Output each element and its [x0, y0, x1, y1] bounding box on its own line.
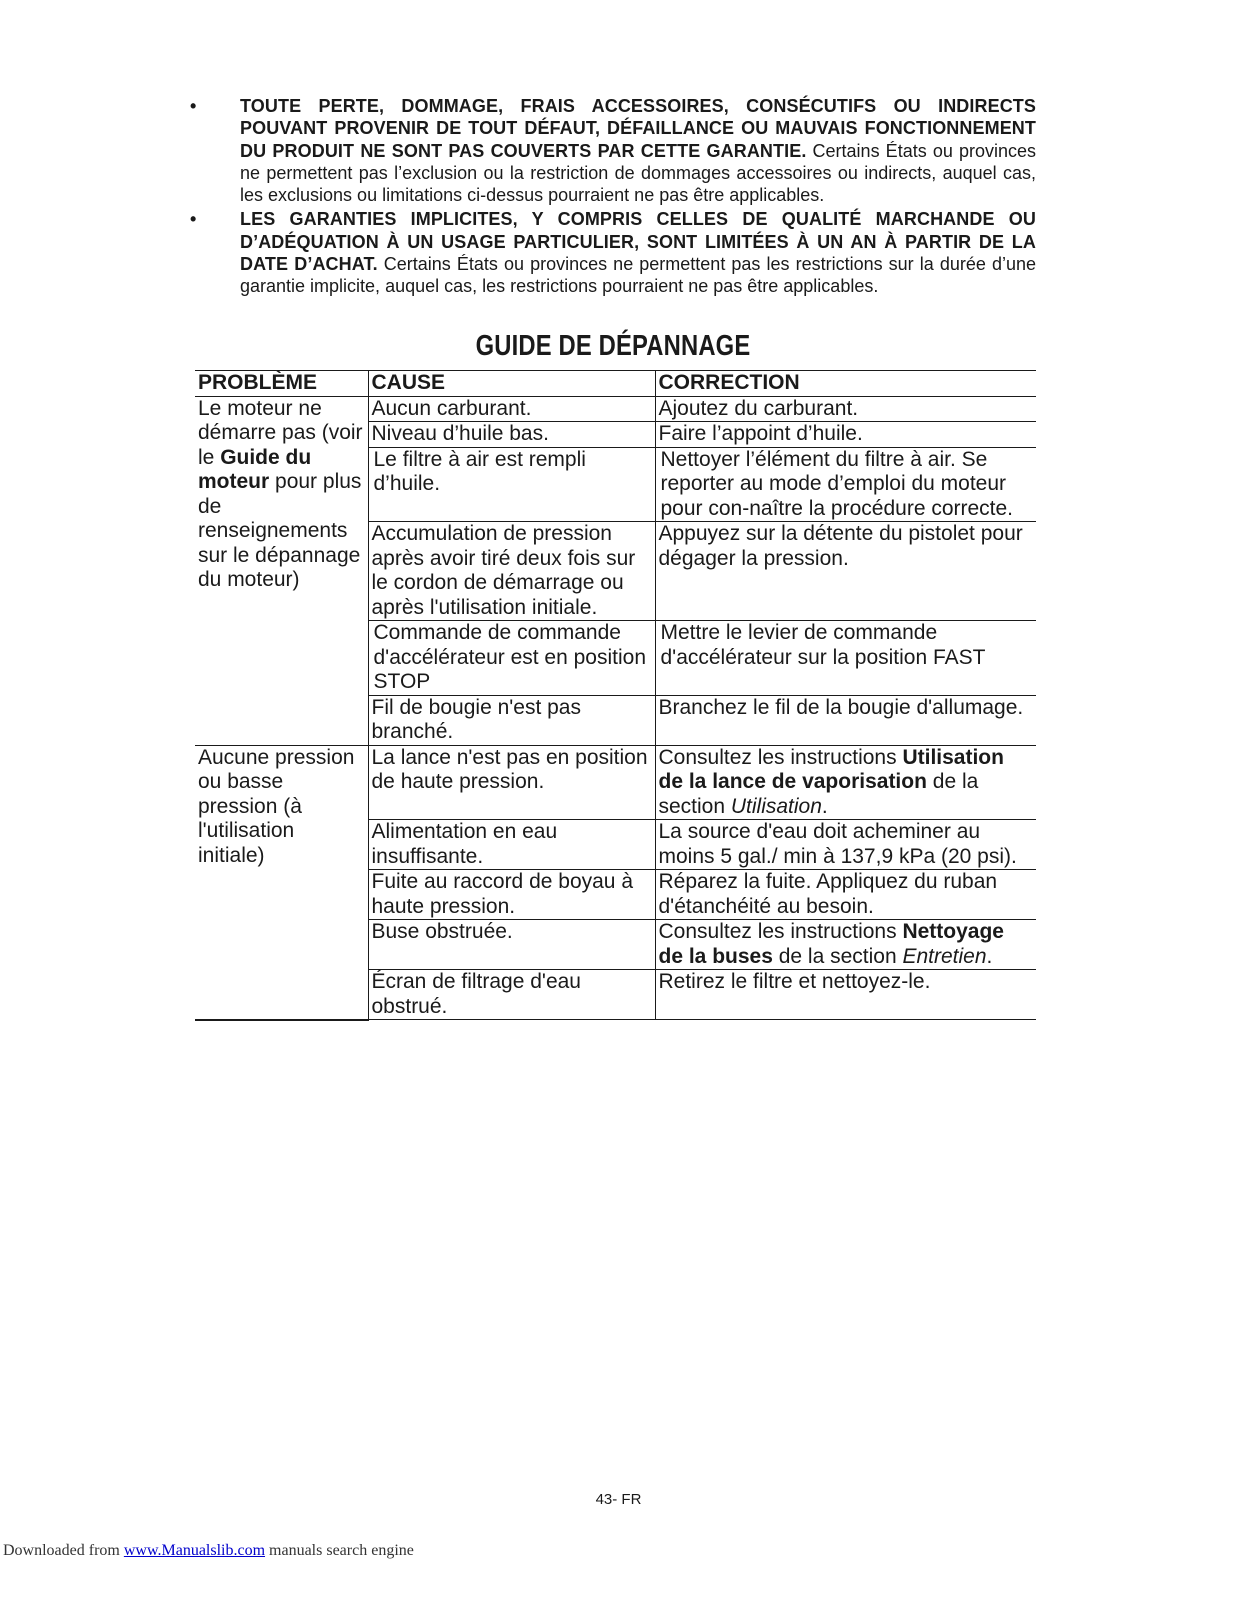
correction-text: de la section: [658, 770, 979, 818]
problem-bold-text: Guide du moteur: [198, 445, 312, 493]
correction-cell: Mettre le levier de commande d'accélérateur sur la position FAST: [655, 621, 1036, 696]
problem-text: Le moteur ne démarre pas (voir le: [198, 396, 363, 469]
header-problem: PROBLÈME: [195, 371, 368, 397]
correction-text: .: [986, 944, 993, 968]
cause-cell: Le filtre à air est rempli d’huile.: [368, 447, 655, 522]
download-footer: [3, 1542, 414, 1560]
cause-cell: Commande de commande d'accélérateur est en position STOP: [368, 621, 655, 696]
correction-cell: Branchez le fil de la bougie d'allumage.: [655, 695, 1036, 745]
cause-cell: Buse obstruée.: [368, 920, 655, 970]
footer-prefix: Downloaded from: [3, 1542, 124, 1559]
correction-bold-text: Utilisation de la lance de vaporisation: [658, 745, 1004, 793]
cause-cell: Accumulation de pression après avoir tiré deux fois sur le cordon de démarrage ou après l'utilisation initiale.: [368, 522, 655, 621]
problem-cell: Aucune pression ou basse pression (à l'utilisation initiale): [195, 745, 368, 1020]
manualslib-link[interactable]: www.Manualslib.com: [123, 1542, 266, 1559]
bullet-symbol: •: [190, 209, 197, 230]
warranty-exclusions: [190, 95, 1036, 300]
bullet-item: [190, 208, 1036, 297]
bullet-text: Certains États ou provinces ne permettent pas l’exclusion ou la restriction de dommages accessoires ou indirects, auquel cas, les exclusions ou limitations ci-dessus pourraient ne pas être applicables.: [240, 140, 1037, 206]
correction-cell: Ajoutez du carburant.: [655, 396, 1036, 422]
bullet-item: [190, 95, 1036, 206]
cause-cell: Fil de bougie n'est pas branché.: [368, 695, 655, 745]
cause-cell: La lance n'est pas en position de haute pression.: [368, 745, 655, 820]
page-title: GUIDE DE DÉPANNAGE: [475, 330, 751, 362]
correction-cell: Nettoyer l’élément du filtre à air. Se reporter au mode d’emploi du moteur pour con-naître la procédure correcte.: [655, 447, 1036, 522]
bullet-text: Certains États ou provinces ne permettent pas les restrictions sur la durée d’une garantie implicite, auquel cas, les restrictions pourraient ne pas être applicables.: [240, 254, 1036, 297]
table-row: [195, 745, 1036, 820]
correction-cell: [655, 745, 1036, 820]
correction-text: Consultez les instructions: [658, 745, 903, 769]
correction-cell: Faire l’appoint d’huile.: [655, 422, 1036, 448]
footer-suffix: manuals search engine: [265, 1542, 414, 1559]
table-header-row: [195, 371, 1036, 397]
header-cause: CAUSE: [368, 371, 655, 397]
correction-italic-text: Utilisation: [730, 794, 822, 818]
problem-text: pour plus de renseignements sur le dépannage du moteur): [198, 470, 362, 591]
header-correction: CORRECTION: [655, 371, 1036, 397]
problem-cell: [195, 396, 368, 745]
page-number: 43- FR: [595, 1491, 642, 1508]
correction-italic-text: Entretien: [902, 944, 987, 968]
correction-text: de la section: [772, 944, 903, 968]
correction-cell: Retirez le filtre et nettoyez-le.: [655, 970, 1036, 1020]
cause-cell: Écran de filtrage d'eau obstrué.: [368, 970, 655, 1020]
troubleshooting-table: [195, 370, 1036, 1021]
cause-cell: Fuite au raccord de boyau à haute pression.: [368, 870, 655, 920]
cause-cell: Niveau d’huile bas.: [368, 422, 655, 448]
correction-cell: [655, 920, 1036, 970]
correction-cell: Réparez la fuite. Appliquez du ruban d'étanchéité au besoin.: [655, 870, 1036, 920]
bullet-bold-text: LES GARANTIES IMPLICITES, Y COMPRIS CELLES DE QUALITÉ MARCHANDE OU D’ADÉQUATION À UN USAGE PARTICULIER, SONT LIMITÉES À UN AN À PARTIR DE LA DATE D’ACHAT.: [240, 209, 1036, 275]
correction-bold-text: Nettoyage de la buses: [658, 920, 1004, 968]
cause-cell: Alimentation en eau insuffisante.: [368, 820, 655, 870]
correction-cell: La source d'eau doit acheminer au moins 5 gal./ min à 137,9 kPa (20 psi).: [655, 820, 1036, 870]
bullet-symbol: •: [190, 96, 197, 116]
correction-text: .: [821, 794, 828, 818]
correction-cell: Appuyez sur la détente du pistolet pour dégager la pression.: [655, 522, 1036, 621]
bullet-bold-text: TOUTE PERTE, DOMMAGE, FRAIS ACCESSOIRES, CONSÉCUTIFS OU INDIRECTS POUVANT PROVENIR DE TOUT DÉFAUT, DÉFAILLANCE OU MAUVAIS FONCTIONNEMENT DU PRODUIT NE SONT PAS COUVERTS PAR CETTE GARANTIE.: [240, 96, 1036, 161]
correction-text: Consultez les instructions: [658, 920, 903, 943]
cause-cell: Aucun carburant.: [368, 396, 655, 422]
table-row: [195, 396, 1036, 422]
